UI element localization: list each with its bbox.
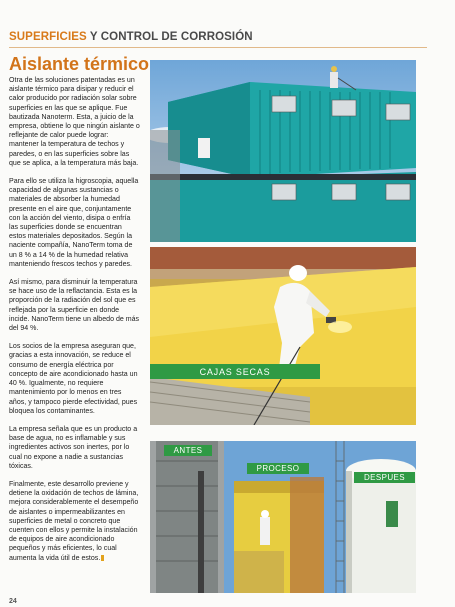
- end-mark: [101, 555, 104, 561]
- paragraph-3: Así mismo, para disminuir la temperatura se hace uso de la reflactancia. Esta es la proporción de la radiación del sol que es reflejada por la superficie en donde incide. NanoTerm tiene un albedo de más del 94 %.: [9, 279, 140, 333]
- article-body: [9, 76, 140, 571]
- page-number: 24: [9, 598, 17, 605]
- paragraph-4: Los socios de la empresa aseguran que, gracias a esta innovación, se reduce el consumo de energía eléctrica por concepto de aire acondicionado hasta un 40 %. Igualmente, no requiere mantenimiento por lo menos en tres años, y tampoco pierde efectividad, pues bloquea los contaminantes.: [9, 343, 138, 415]
- caption-despues: DESPUES: [354, 472, 415, 483]
- section-rest: Y CONTROL DE CORROSIÓN: [86, 31, 253, 43]
- photo-spraying: [150, 247, 416, 425]
- section-highlight: SUPERFICIES: [9, 31, 87, 43]
- paragraph-1: Otra de las soluciones patentadas es un aislante térmico para disipar y reducir el calor producido por radiación solar sobre superficies en las que se aplique. Fue bautizada Nanoterm. Esta, a juicio de la empresa, obtiene lo que ningún aislante o reflejante de calor puede lograr: mantener la temperatura de techos y paredes, o en las superficies sobre las que se aplica, a la temperatura más baja.: [9, 77, 140, 167]
- spraying-illustration: [150, 247, 416, 425]
- header-rule: [9, 47, 427, 48]
- paragraph-2: Para ello se utiliza la higroscopia, aquella capacidad de algunas sustancias o materiales de absorber la humedad presente en el aire que, conjuntamente con la acción del viento, disipa o enfría las superficies donde se encuentran estos materiales depositados. Según la naciente compañía, NanoTerm toma de un 8 % a 14 % de la humedad relativa manteniendo frescos techos y paredes.: [9, 178, 139, 268]
- section-header: [9, 31, 253, 43]
- caption-cajas-secas: CAJAS SECAS: [150, 364, 320, 379]
- photo-containers: [150, 60, 416, 242]
- article-title: Aislante térmico: [9, 54, 150, 74]
- paragraph-5: La empresa señala que es un producto a base de agua, no es inflamable y sus ingredientes activos son inertes, por lo cual no expone a nadie a sustancias tóxicas.: [9, 425, 138, 470]
- containers-illustration: [150, 60, 416, 242]
- paragraph-6: Finalmente, este desarrollo previene y detiene la oxidación de techos de lámina, mejora considerablemente el desempeño de aislantes o impermeabilizantes en superficies de metal o concreto que cuenten con ellos y permite la instalación de equipos de aire acondicionado pequeños y más eficientes, lo cual aumenta la vida útil de estos.: [9, 480, 139, 562]
- caption-antes: ANTES: [164, 445, 212, 456]
- paragraph-6-wrap: [9, 480, 140, 563]
- caption-proceso: PROCESO: [247, 463, 309, 474]
